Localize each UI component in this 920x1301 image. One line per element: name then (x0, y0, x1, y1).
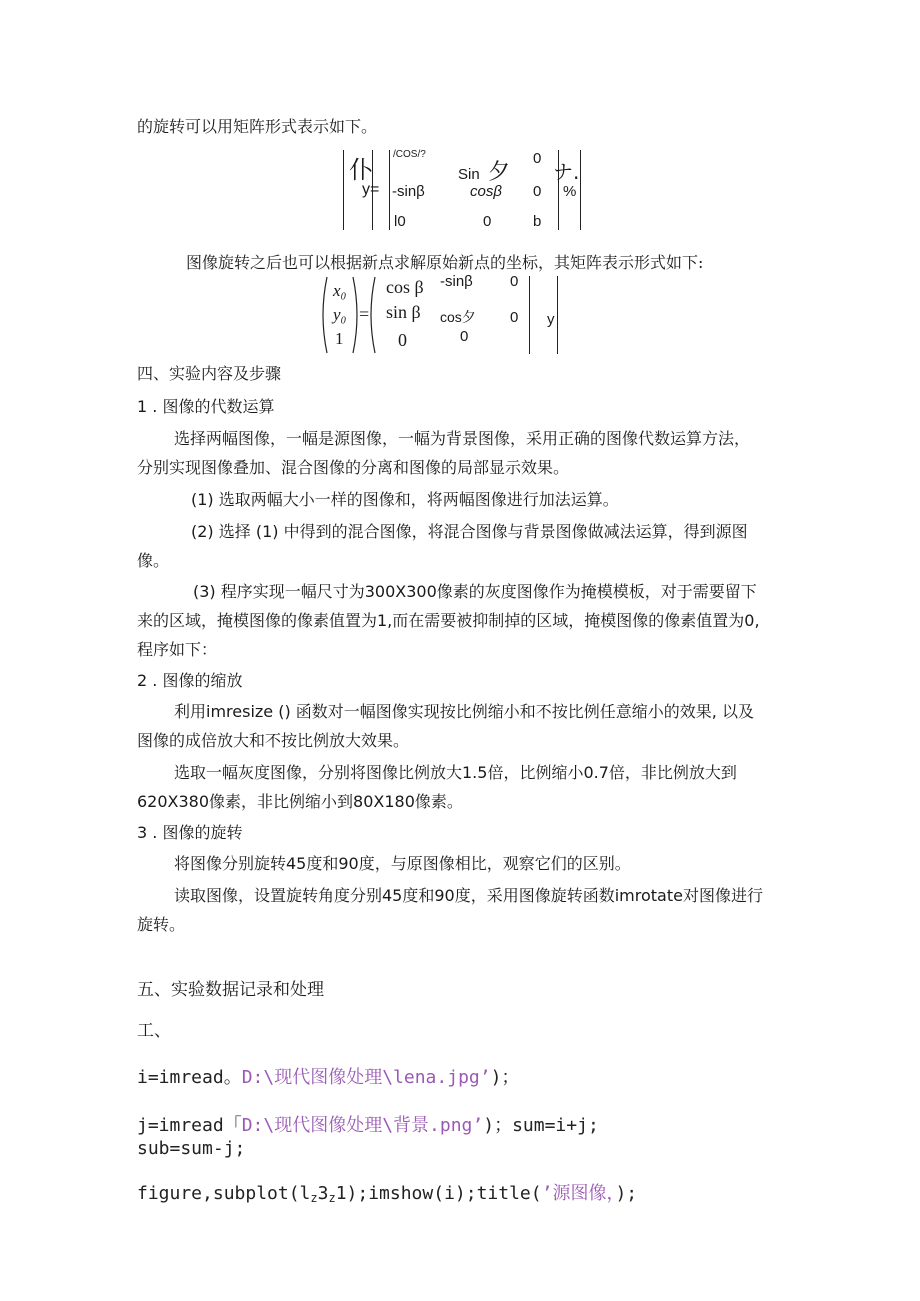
section5-heading: 五、实验数据记录和处理 (137, 980, 324, 1000)
matrix2-r1c3: 0 (510, 273, 519, 290)
code-line1-string: D:\现代图像处理\lena.jpg’ (241, 1067, 491, 1088)
item1-paragraph-line2: 分别实现图像叠加、混合图像的分离和图像的局部显示效果。 (137, 458, 570, 477)
matrix2-lhs2: y₀ (333, 305, 347, 324)
matrix1-r1c1: /COS/? (393, 149, 426, 160)
matrix2-r2c3: 0 (510, 309, 519, 326)
item2-title: 2 . 图像的缩放 (137, 671, 243, 690)
item1-step3-line1: (3) 程序实现一幅尺寸为300X300像素的灰度图像作为掩模模板，对于需要留下 (193, 582, 757, 601)
item1-title: 1 . 图像的代数运算 (137, 397, 275, 416)
intro-text: 的旋转可以用矩阵形式表示如下。 (137, 117, 378, 136)
matrix1-r1c2: Sin (458, 166, 480, 183)
inverse-text: 图像旋转之后也可以根据新点求解原始新点的坐标，其矩阵表示形式如下: (186, 253, 704, 272)
matrix2-r3c2: 0 (460, 328, 469, 345)
item3-paragraph2-line1: 读取图像，设置旋转角度分别45度和90度，采用图像旋转函数imrotate对图像进行 (174, 886, 763, 905)
matrix1-r2c3: 0 (533, 183, 542, 200)
item3-paragraph2-line2: 旋转。 (137, 915, 186, 934)
matrix-bracket-left (343, 150, 344, 230)
section4-heading: 四、实验内容及步骤 (137, 364, 282, 383)
code-line-1 (137, 1063, 519, 1089)
matrix1-r2c4: % (563, 183, 577, 200)
code-line2-a: j=imread「 (137, 1115, 242, 1136)
code-line-3: sub=sum-j; (137, 1138, 246, 1159)
matrix2-bar-1 (529, 276, 530, 354)
code-line4-c: 3 (317, 1183, 329, 1204)
item1-step3-line2: 来的区域，掩模图像的像素值置为1,而在需要被抑制掉的区域，掩模图像的像素值置为0, (137, 611, 760, 630)
matrix2-bar-2 (557, 276, 558, 354)
matrix2-r2c4: y (547, 311, 555, 328)
item1-step1: (1) 选取两幅大小一样的图像和，将两幅图像进行加法运算。 (191, 490, 619, 509)
code-line1-a: i=imread。 (137, 1067, 242, 1088)
matrix2-r2c1: sin β (386, 302, 421, 322)
code-line4-a: figure,subplot(l (137, 1183, 311, 1204)
code-line4-g: ); (615, 1183, 638, 1204)
code-line1-c: )； (490, 1067, 520, 1088)
code-line4-e: 1);imshow(i);title( (335, 1183, 542, 1204)
matrix1-lhs-mid: y= (362, 181, 380, 198)
item2-paragraph1-line2: 图像的成倍放大和不按比例放大效果。 (137, 731, 410, 750)
matrix2-lhs3: 1 (335, 329, 344, 348)
code-line4-string: ’源图像， (541, 1183, 616, 1204)
matrix1-r3c3: b (533, 213, 542, 230)
item2-paragraph2-line1: 选取一幅灰度图像，分别将图像比例放大1.5倍，比例缩小0.7倍，非比例放大到 (174, 763, 737, 782)
code-line2-c: )；sum=i+j; (483, 1115, 599, 1136)
code-line4-sub1: z (310, 1191, 318, 1205)
matrix2-equals: = (359, 304, 370, 324)
code-line2-string: D:\现代图像处理\背景.png’ (241, 1115, 484, 1136)
matrix1-r1c4: ナ. (553, 160, 580, 184)
item1-paragraph-line1: 选择两幅图像，一幅是源图像，一幅为背景图像，采用正确的图像代数运算方法， (174, 429, 751, 448)
code-line4-sub2: z (328, 1191, 336, 1205)
matrix-bracket-right-of-eq (389, 150, 390, 230)
item1-step2-line2: 像。 (137, 551, 170, 570)
section5-sub: 工、 (137, 1021, 171, 1041)
matrix1-r1c2b: 夕 (488, 160, 511, 185)
item3-title: 3 . 图像的旋转 (137, 823, 243, 842)
matrix2-lhs1: x₀ (333, 281, 347, 300)
matrix1-r2c2: cosβ (470, 183, 502, 200)
matrix2-r3c1: 0 (398, 330, 407, 350)
matrix2-r1c2: -sinβ (440, 273, 473, 290)
matrix1-r3c2: 0 (483, 213, 492, 230)
matrix1-r3c1: l0 (394, 213, 406, 230)
matrix-bracket-end (580, 150, 581, 230)
matrix2-r2c2: cos夕 (440, 309, 476, 325)
matrix1-lhs-top: 仆 (349, 156, 373, 184)
item2-paragraph1-line1: 利用imresize () 函数对一幅图像实现按比例缩小和不按比例任意缩小的效果, 以及 (174, 702, 754, 721)
item2-paragraph2-line2: 620X380像素，非比例缩小到80X180像素。 (137, 792, 463, 811)
matrix1-r1c3: 0 (533, 150, 542, 167)
code-line-2 (137, 1111, 599, 1137)
matrix2-r1c1: cos β (386, 277, 424, 297)
code-line-4 (137, 1179, 637, 1205)
item1-step3-line3: 程序如下： (137, 640, 218, 659)
item3-paragraph1: 将图像分别旋转45度和90度，与原图像相比，观察它们的区别。 (174, 854, 631, 873)
item1-step2-line1: (2) 选择 (1) 中得到的混合图像，将混合图像与背景图像做减法运算，得到源图 (191, 522, 748, 541)
matrix1-r2c1: -sinβ (392, 183, 425, 200)
